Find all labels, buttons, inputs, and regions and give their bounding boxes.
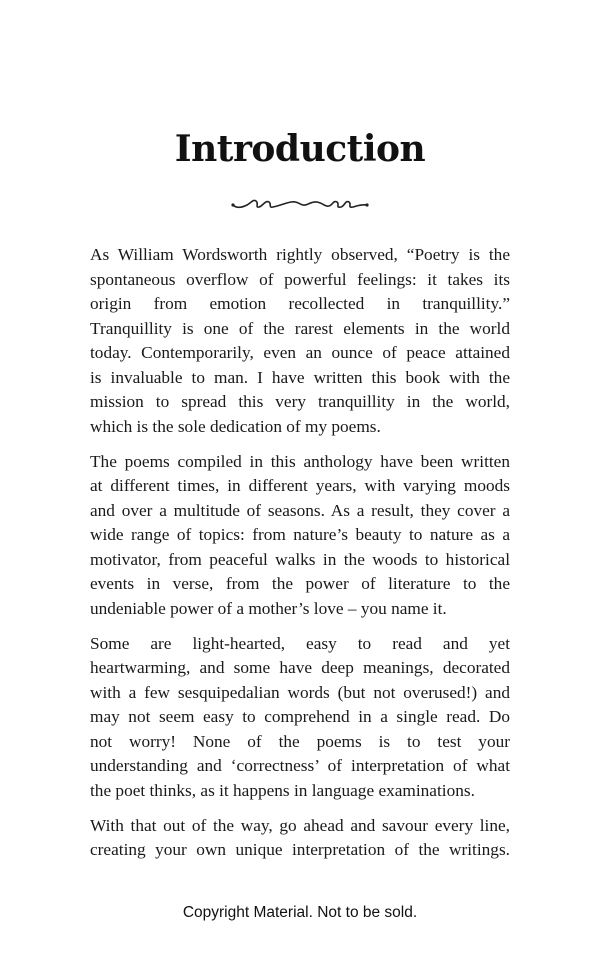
text-line: origin from emotion recollected in tranquillity.” [90,294,510,313]
paragraph-3 [90,632,510,804]
paragraph-1 [90,243,510,439]
text-line: at different times, in different years, with varying moods [90,476,510,495]
text-line: today. Contemporarily, even an ounce of peace attained [90,343,510,362]
paragraph-4 [90,814,510,863]
text-line: creating your own unique interpretation of the writings. [90,840,510,859]
text-line: Some are light-hearted, easy to read and yet [90,633,510,653]
text-line: spontaneous overflow of powerful feelings: it takes its [90,269,510,289]
text-line: undeniable power of a mother’s love – you name it. [90,598,447,618]
text-line: is invaluable to man. I have written this book with the [90,367,510,387]
paragraph-2 [90,450,510,622]
text-line: mission to spread this very tranquillity in the world, [90,392,510,411]
text-line: which is the sole dedication of my poems. [90,416,381,436]
text-line: As William Wordsworth rightly observed, “Poetry is the [90,245,510,264]
text-line: heartwarming, and some have deep meanings, decorated [90,658,510,677]
copyright-footer: Copyright Material. Not to be sold. [182,904,418,921]
text-line: The poems compiled in this anthology have been written [90,451,510,471]
text-line: with a few sesquipedalian words (but not overused!) and [90,682,510,702]
text-line: and over a multitude of seasons. As a result, they cover a [90,500,510,520]
text-line: the poet thinks, as it happens in language examinations. [90,780,475,800]
text-line: wide range of topics: from nature’s beauty to nature as a [90,525,510,544]
text-line: events in verse, from the power of literature to the [90,574,510,593]
flourish-divider-icon [229,194,371,214]
text-line: not worry! None of the poems is to test your [90,731,510,751]
page-title: Introduction [174,128,426,170]
text-line: motivator, from peaceful walks in the woods to historical [90,549,510,569]
introduction-body [90,243,510,873]
text-line: may not seem easy to comprehend in a single read. Do [90,707,510,726]
text-line: Tranquillity is one of the rarest elements in the world [90,318,510,338]
text-line: With that out of the way, go ahead and savour every line, [90,815,510,835]
text-line: understanding and ‘correctness’ of interpretation of what [90,756,510,775]
